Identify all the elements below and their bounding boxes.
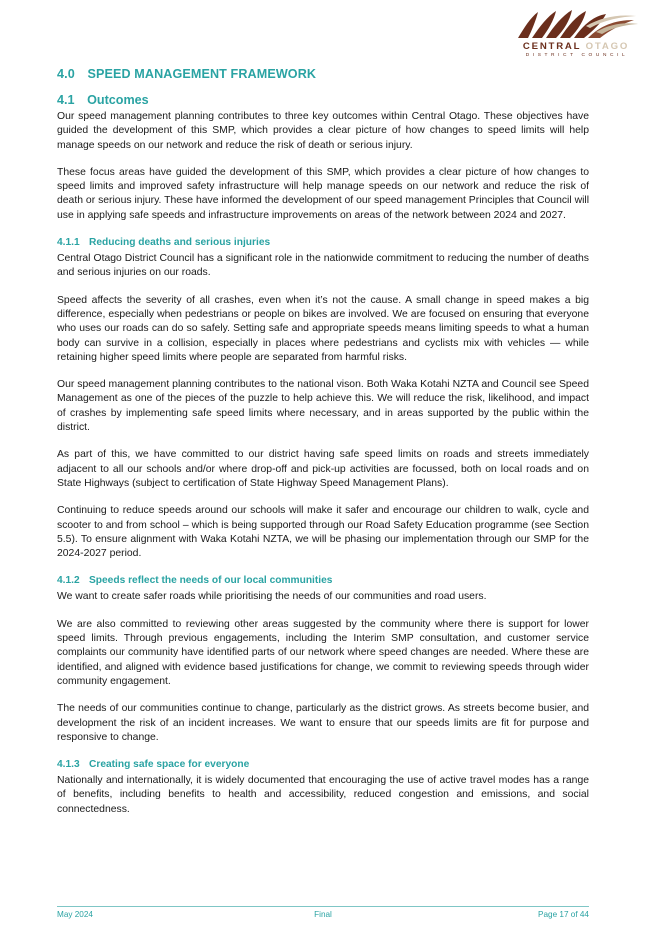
footer-status: Final xyxy=(314,910,332,919)
outcomes-paragraph: Our speed management planning contributes to three key outcomes within Central Otago. These objectives have guided the development of this SMP, which provides a clear picture of how changes to speed limits will help manage speeds on our network and reduce the risk of death or serious injury. xyxy=(57,111,589,151)
body-paragraph: Nationally and internationally, it is widely documented that encouraging the use of active travel modes has a range of benefits, including benefits to health and accessibility, reduced congestion and emissions, and social connectedness. xyxy=(57,775,589,815)
footer-divider xyxy=(57,906,589,907)
subsection-title: Speeds reflect the needs of our local communities xyxy=(89,575,333,587)
footer-page-number: Page 17 of 44 xyxy=(538,910,589,919)
page-content xyxy=(57,60,589,830)
mountains-icon xyxy=(512,6,640,42)
logo-subline: DISTRICT COUNCIL xyxy=(525,53,629,58)
body-paragraph: The needs of our communities continue to change, particularly as the district grows. As streets become busier, and development the risk of an incident increases. We want to ensure that our speeds limits are fit for purpose and responsive to change. xyxy=(57,703,589,743)
body-paragraph: Continuing to reduce speeds around our schools will make it safer and encourage our children to walk, cycle and scooter to and from school – which is being supported through our Road Safety Education programme (see Section 5.5). To ensure alignment with Waka Kotahi NZTA, we will be phasing our implementation through our SMP for the 2024-2027 period. xyxy=(57,505,589,560)
subsection-heading-4-1-2 xyxy=(57,574,589,588)
logo-wordmark xyxy=(512,42,640,52)
logo-word-otago: OTAGO xyxy=(585,41,630,52)
subsection-title: Reducing deaths and serious injuries xyxy=(89,237,271,249)
body-paragraph: We are also committed to reviewing other areas suggested by the community where there is support for lower speed limits. Through previous engagements, including the Interim SMP consultation, and customer service complaints our community have identified parts of our network where speed changes are needed. Where these are identified, and aligned with evidence based justifications for change, we commit to reviewing speeds through wider community engagement. xyxy=(57,618,589,687)
subsection-heading-4-1-3 xyxy=(57,758,589,772)
body-paragraph: Central Otago District Council has a significant role in the nationwide commitment to reducing the number of deaths and serious injuries on our roads. xyxy=(57,253,589,279)
subsection-title: Creating safe space for everyone xyxy=(89,759,250,771)
subsection-number: 4.1.2 xyxy=(57,575,80,587)
body-paragraph: As part of this, we have committed to our district having safe speed limits on roads and streets immediately adjacent to all our schools and/or where drop-off and pick-up activities are focussed, both on local roads and on State Highways (subject to certification of State Highway Speed Management Plans). xyxy=(57,449,589,489)
body-paragraph: Speed affects the severity of all crashes, even when it’s not the cause. A small change in speed makes a big difference, especially when pedestrians or people on bikes are involved. We are focused on ensuring that everyone who uses our roads can do so safely. Setting safe and appropriate speeds means limiting speeds to what a human body can survive in a collision, especially in places where pedestrians and cyclists mix with vehicles — while retaining higher speed limits where people are separated from harmful risks. xyxy=(57,294,589,363)
page-footer xyxy=(57,910,589,922)
footer-date: May 2024 xyxy=(57,910,93,919)
body-paragraph: We want to create safer roads while prioritising the needs of our communities and road users. xyxy=(57,591,487,603)
section-heading-main: 4.0 SPEED MANAGEMENT FRAMEWORK xyxy=(57,67,317,81)
subsection-number: 4.1.1 xyxy=(57,237,80,249)
body-paragraph: Our speed management planning contributes to the national vison. Both Waka Kotahi NZTA and Council see Speed Management as one of the pieces of the puzzle to help achieve this. We will reduce the risk, likelihood, and impact of crashes by implementing safe speed limits where necessary, and in areas supported by the public within the district. xyxy=(57,379,589,434)
outcomes-paragraph: These focus areas have guided the development of this SMP, which provides a clear picture of how changes to speed limits and improved safety infrastructure will help manage speeds on our network and reduce the risk of death or serious injury. These have informed the development of our speed management Principles that Council will use in applying safe speeds and infrastructure improvements on areas of the network between 2024 and 2027. xyxy=(57,166,589,221)
subsection-number: 4.1.3 xyxy=(57,759,80,771)
logo-word-central: CENTRAL xyxy=(522,41,582,52)
subsection-heading-4-1-1 xyxy=(57,236,589,250)
section-heading-outcomes: 4.1 Outcomes xyxy=(57,93,149,107)
council-logo xyxy=(512,6,640,58)
